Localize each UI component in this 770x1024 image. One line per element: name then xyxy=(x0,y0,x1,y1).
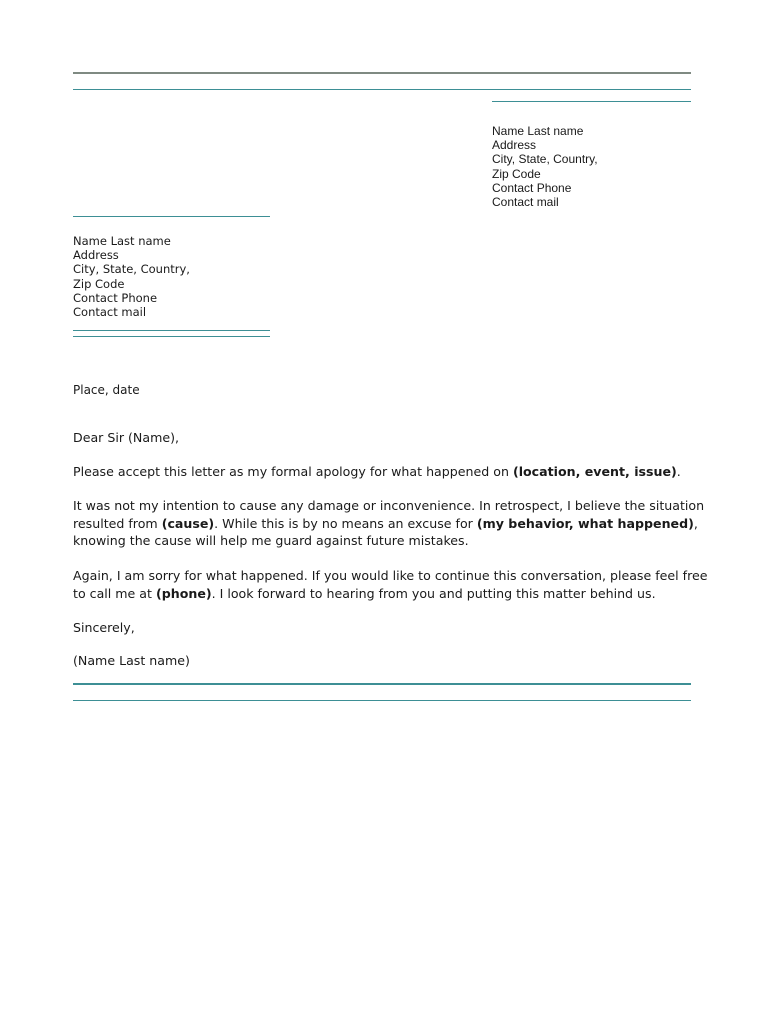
recipient-rule-bottom-b xyxy=(73,336,270,337)
recipient-zip: Zip Code xyxy=(73,276,125,291)
recipient-rule-bottom-a xyxy=(73,330,270,331)
sender-city-line: City, State, Country, xyxy=(492,152,598,167)
place-date: Place, date xyxy=(73,383,140,397)
paragraph-intention-cause: (cause) xyxy=(161,515,215,531)
paragraph-apology-text: Please accept this letter as my formal apology for what happened on xyxy=(73,464,513,479)
paragraph-apology-end: . xyxy=(676,464,681,479)
header-rule-grey xyxy=(73,72,691,74)
paragraph-followup-phone: (phone) xyxy=(155,585,212,601)
recipient-address-block xyxy=(73,234,190,319)
recipient-city-line: City, State, Country, xyxy=(73,262,190,277)
paragraph-intention-behavior: (my behavior, what happened) xyxy=(476,515,694,531)
sender-rule xyxy=(492,101,691,102)
sender-address-block xyxy=(492,124,598,209)
paragraph-apology xyxy=(73,463,713,481)
footer-rule-b xyxy=(73,700,691,701)
paragraph-intention-text-c: , knowing the cause will help me guard against future mistakes. xyxy=(73,515,698,548)
paragraph-apology-placeholder: (location, event, issue) xyxy=(512,464,677,479)
recipient-mail: Contact mail xyxy=(73,305,147,320)
paragraph-followup-text-a: Again, I am sorry for what happened. If you would like to continue this conversation, please feel free to call me at xyxy=(73,568,708,601)
recipient-phone: Contact Phone xyxy=(73,290,158,305)
recipient-rule-top xyxy=(73,216,270,217)
paragraph-intention-text-a: It was not my intention to cause any damage or inconvenience. In retrospect, I believe the situation resulted from xyxy=(73,498,705,531)
sender-address: Address xyxy=(492,138,537,153)
greeting: Dear Sir (Name), xyxy=(73,430,180,445)
sender-zip: Zip Code xyxy=(492,166,541,181)
footer-rule-a xyxy=(73,683,691,685)
recipient-name: Name Last name xyxy=(73,234,171,248)
paragraph-followup-text-b: . I look forward to hearing from you and putting this matter behind us. xyxy=(211,585,656,601)
signature: (Name Last name) xyxy=(73,653,190,668)
paragraph-followup xyxy=(73,567,713,602)
paragraph-intention xyxy=(73,497,713,550)
recipient-address: Address xyxy=(73,248,119,263)
header-rule-teal xyxy=(73,89,691,90)
closing: Sincerely, xyxy=(73,620,135,635)
sender-name: Name Last name xyxy=(492,124,584,138)
sender-mail: Contact mail xyxy=(492,195,559,210)
paragraph-intention-text-b: . While this is by no means an excuse for xyxy=(214,515,477,531)
sender-phone: Contact Phone xyxy=(492,180,572,195)
